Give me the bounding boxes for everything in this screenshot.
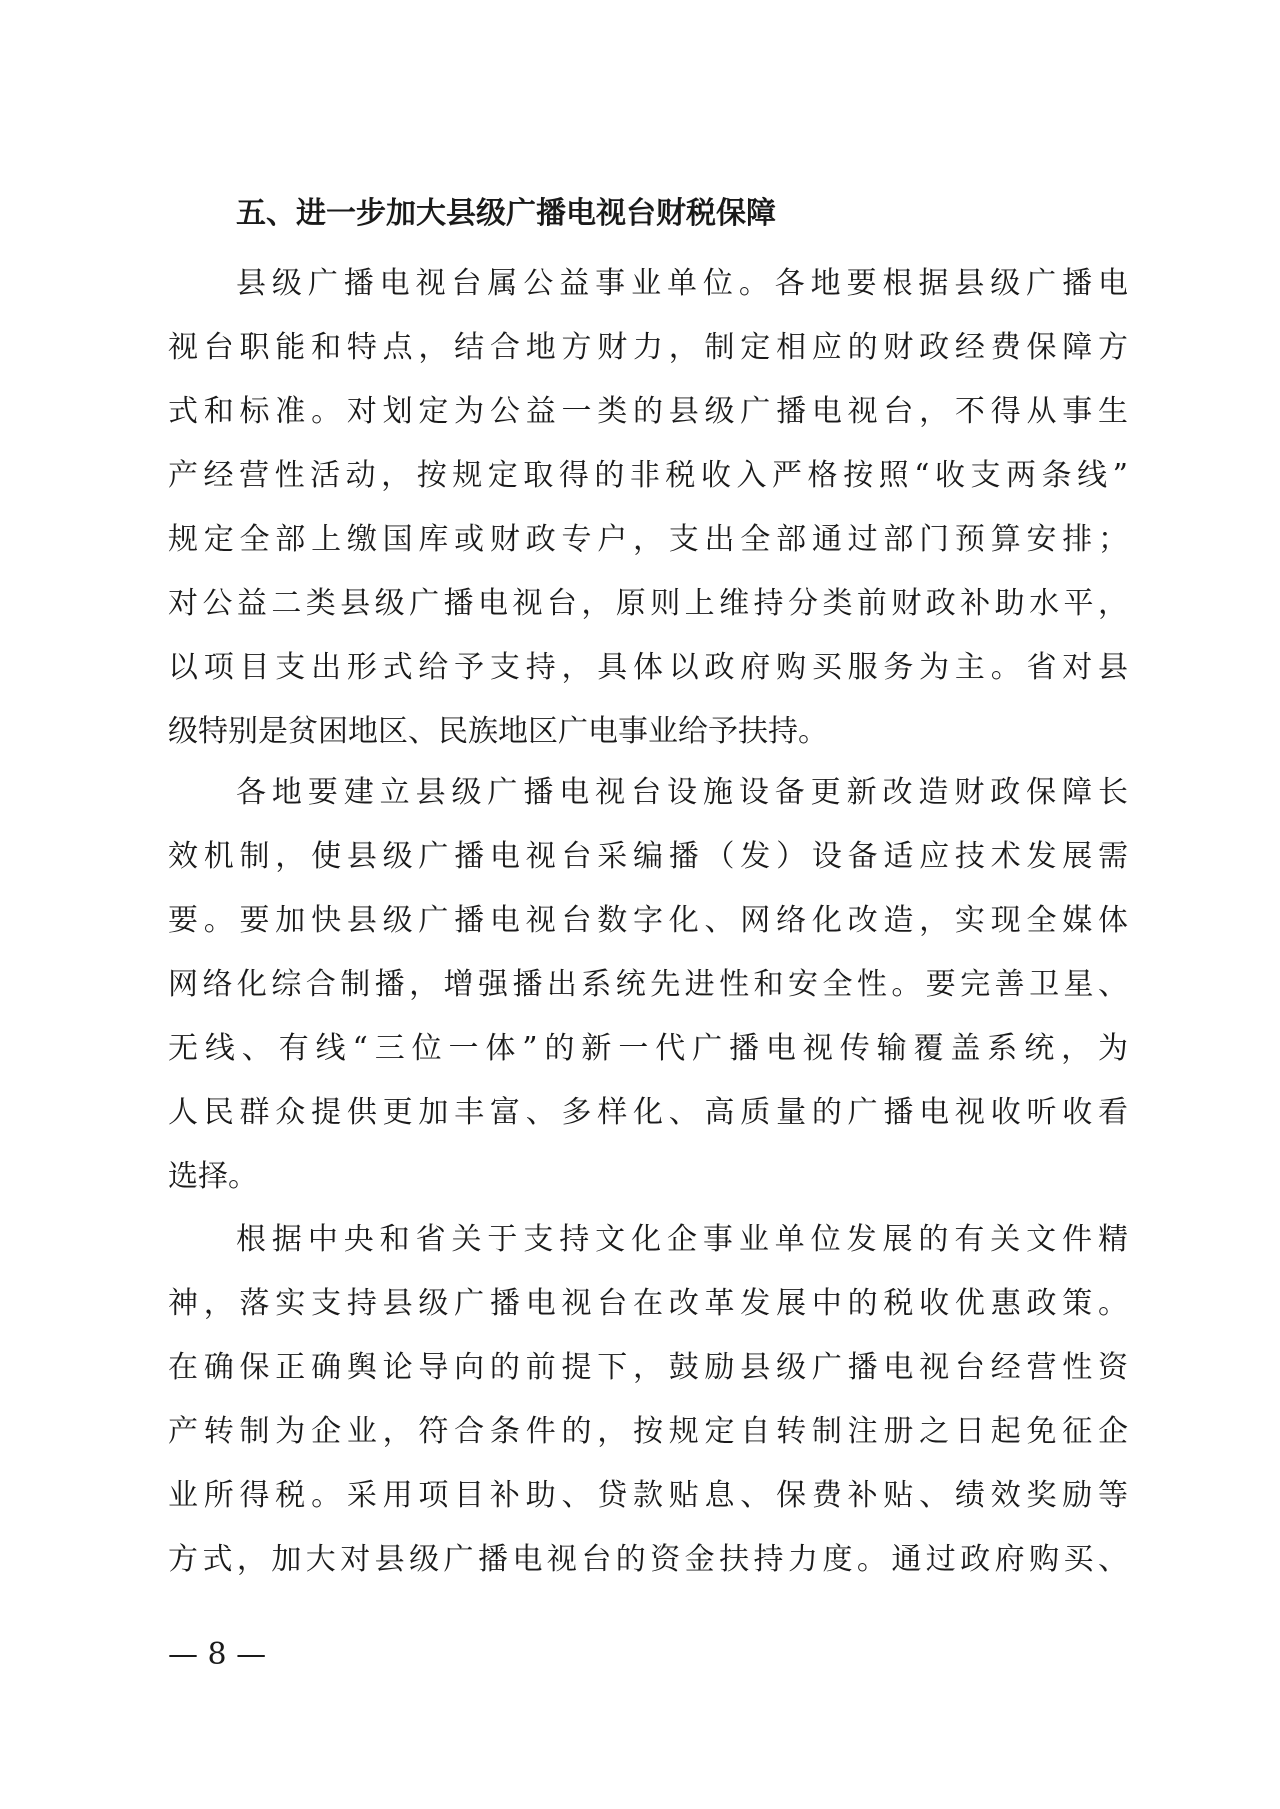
paragraph-line: 各地要建立县级广播电视台设施设备更新改造财政保障长 [236,775,1128,810]
paragraph-line: 要。要加快县级广播电视台数字化、网络化改造，实现全媒体 [168,903,1128,938]
paragraph-line: 式和标准。对划定为公益一类的县级广播电视台，不得从事生 [168,394,1128,429]
paragraph-line: 规定全部上缴国库或财政专户，支出全部通过部门预算安排； [168,522,1128,557]
paragraph-line: 以项目支出形式给予支持，具体以政府购买服务为主。省对县 [168,650,1128,685]
section-heading: 五、进一步加大县级广播电视台财税保障 [236,196,776,231]
paragraph-financial-support [168,252,1128,764]
paragraph-line: 选择。 [168,1159,258,1194]
paragraph-line: 对公益二类县级广播电视台，原则上维持分类前财政补助水平， [168,586,1128,621]
paragraph-line: 在确保正确舆论导向的前提下，鼓励县级广播电视台经营性资 [168,1350,1128,1385]
paragraph-line: 人民群众提供更加丰富、多样化、高质量的广播电视收听收看 [168,1095,1128,1130]
paragraph-line: 方式，加大对县级广播电视台的资金扶持力度。通过政府购买、 [168,1542,1128,1577]
paragraph-line: 产经营性活动，按规定取得的非税收入严格按照“收支两条线” [168,458,1128,493]
paragraph-line: 县级广播电视台属公益事业单位。各地要根据县级广播电 [236,266,1128,301]
paragraph-equipment-upgrade [168,761,1128,1209]
paragraph-line: 网络化综合制播，增强播出系统先进性和安全性。要完善卫星、 [168,967,1128,1002]
paragraph-line: 业所得税。采用项目补助、贷款贴息、保费补贴、绩效奖励等 [168,1478,1128,1513]
paragraph-line: 产转制为企业，符合条件的，按规定自转制注册之日起免征企 [168,1414,1128,1449]
page-number: — 8 — [168,1637,267,1672]
paragraph-line: 视台职能和特点，结合地方财力，制定相应的财政经费保障方 [168,330,1128,365]
paragraph-line: 效机制，使县级广播电视台采编播（发）设备适应技术发展需 [168,839,1128,874]
paragraph-tax-policy [168,1208,1128,1592]
paragraph-line: 神，落实支持县级广播电视台在改革发展中的税收优惠政策。 [168,1286,1128,1321]
paragraph-line: 无线、有线“三位一体”的新一代广播电视传输覆盖系统，为 [168,1031,1128,1066]
paragraph-line: 级特别是贫困地区、民族地区广电事业给予扶持。 [168,714,828,749]
paragraph-line: 根据中央和省关于支持文化企事业单位发展的有关文件精 [236,1222,1128,1257]
